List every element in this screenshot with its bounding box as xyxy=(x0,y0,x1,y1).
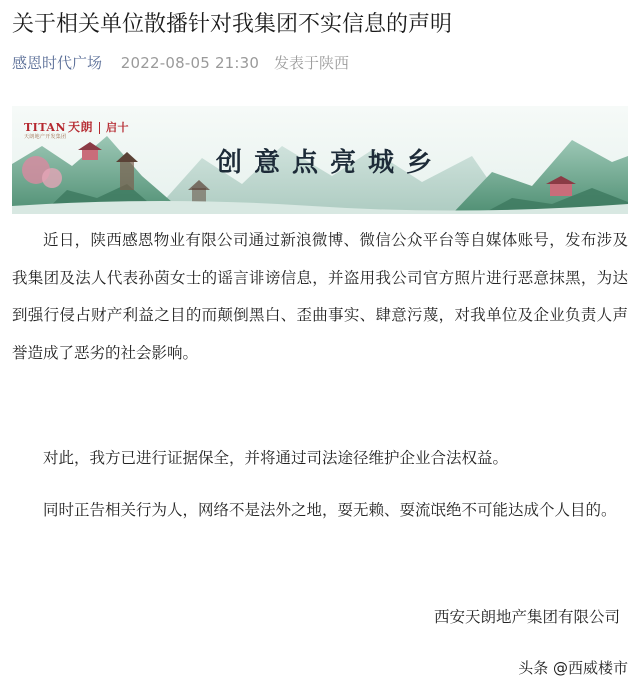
banner-image xyxy=(12,106,628,214)
article-meta xyxy=(12,52,349,74)
body-paragraph-3: 同时正告相关行为人，网络不是法外之地，耍无赖、耍流氓绝不可能达成个人目的。 xyxy=(43,501,617,519)
banner-slogan: 创意点亮城乡 xyxy=(215,148,444,178)
author-link[interactable]: 感恩时代广场 xyxy=(12,54,103,72)
publish-time: 2022-08-05 21:30 xyxy=(120,54,260,72)
body-paragraph-1: 近日，陕西感恩物业有限公司通过新浪微博、微信公众平台等自媒体账号，发布涉及我集团及法人代表孙茵女士的谣言诽谤信息，并盗用我公司官方照片进行恶意抹黑，为达到强行侵占财产利益之目的而颠倒黑白、歪曲事实、肆意污蔑，对我单位及企业负责人声誉造成了恶劣的社会影响。 xyxy=(12,231,628,362)
titan-logo: TITAN 天朗 启十 xyxy=(24,120,130,134)
logo-subtitle: 天朗地产开发集团 xyxy=(24,134,67,140)
source-watermark: 头条 @西威楼市 xyxy=(518,659,628,677)
publish-location: 发表于陕西 xyxy=(273,54,349,72)
body-paragraph-2: 对此，我方已进行证据保全，并将通过司法途径维护企业合法权益。 xyxy=(43,449,509,467)
signature: 西安天朗地产集团有限公司 xyxy=(433,608,620,626)
article-title: 关于相关单位散播针对我集团不实信息的声明 xyxy=(12,12,453,37)
